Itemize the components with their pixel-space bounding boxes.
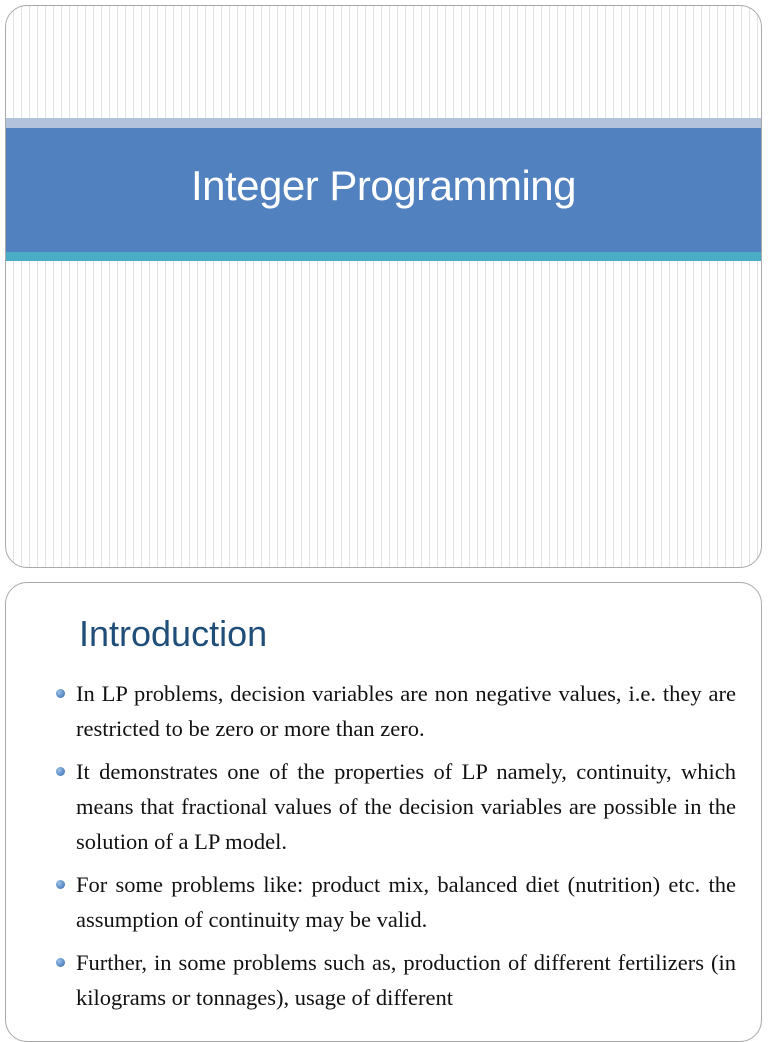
bullet-icon bbox=[56, 958, 65, 967]
list-item bbox=[56, 945, 736, 1015]
title-bar bbox=[6, 128, 761, 252]
bullet-icon bbox=[56, 767, 65, 776]
bullet-text: For some problems like: product mix, balanced diet (nutrition) etc. the assumption of continuity may be valid. bbox=[76, 872, 736, 932]
content-slide bbox=[5, 582, 762, 1042]
bullet-text: Further, in some problems such as, production of different fertilizers (in kilograms or tonnages), usage of different bbox=[76, 950, 736, 1010]
list-item bbox=[56, 754, 736, 859]
list-item bbox=[56, 676, 736, 746]
bullet-text: In LP problems, decision variables are non negative values, i.e. they are restricted to be zero or more than zero. bbox=[76, 681, 736, 741]
slide-heading: Introduction bbox=[79, 613, 268, 654]
title-bottom-band bbox=[6, 252, 761, 261]
slide-title: Integer Programming bbox=[190, 162, 576, 209]
bullet-list bbox=[56, 676, 736, 1023]
bullet-text: It demonstrates one of the properties of LP namely, continuity, which means that fractional values of the decision variables are possible in the solution of a LP model. bbox=[76, 759, 736, 854]
title-slide bbox=[5, 5, 762, 568]
bullet-icon bbox=[56, 880, 65, 889]
list-item bbox=[56, 867, 736, 937]
title-top-band bbox=[6, 118, 761, 128]
bullet-icon bbox=[56, 689, 65, 698]
